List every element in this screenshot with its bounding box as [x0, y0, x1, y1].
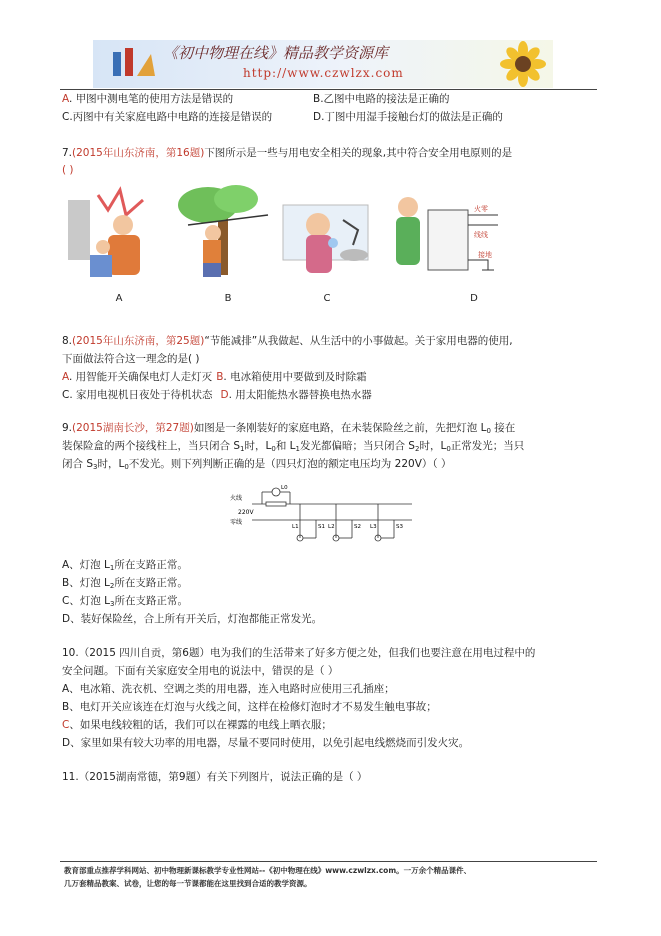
q7-figure-d — [396, 197, 498, 270]
q11-stem: 11.（2015湖南常德，第9题）有关下列图片，说法正确的是（ ） — [62, 771, 368, 783]
q9-option-a: A、灯泡 $L_1$所在支路正常。 — [62, 559, 188, 572]
svg-text:接地: 接地 — [478, 251, 492, 259]
site-logo — [111, 46, 157, 84]
footer-line-2: 几万套精品教案、试卷，让您的每一节课都能在这里找到合适的教学资源。 — [64, 879, 312, 888]
q10-option-d: D、家里如果有较大功率的用电器，尽量不要同时使用，以免引起电线燃烧而引发火灾。 — [62, 737, 470, 749]
svg-text:L2: L2 — [328, 524, 335, 530]
svg-text:线线: 线线 — [474, 231, 488, 239]
q6-option-d: D.丁图中用湿手接触台灯的做法是正确的 — [313, 111, 503, 123]
banner-title: 《初中物理在线》精品教学资源库 — [163, 44, 389, 62]
sunflower-icon — [493, 40, 553, 88]
q7-stem: 7.(2015年山东济南，第16题)下图所示是一些与用电安全相关的现象,其中符合安全用电原则的是 — [62, 147, 513, 159]
svg-text:S2: S2 — [354, 524, 361, 530]
q7-label-b: B — [224, 293, 232, 304]
q7-label-a: A — [115, 293, 123, 304]
q7-answer-paren: ( ) — [62, 164, 74, 176]
q8-stem-2: 下面做法符合这一理念的是( ) — [62, 353, 200, 365]
q7-figure-a — [68, 190, 143, 277]
svg-text:L3: L3 — [370, 524, 377, 530]
q7-illustrations — [68, 185, 508, 285]
svg-text:L1: L1 — [292, 524, 299, 530]
q7-label-c: C — [323, 293, 331, 304]
q7-figure-b — [178, 185, 268, 277]
q8-option-c-d: C. 家用电视机日夜处于待机状态 D. 用太阳能热水器替换电热水器 — [62, 389, 372, 401]
q9-option-b: B、灯泡 $L_2$所在支路正常。 — [62, 577, 188, 590]
q9-circuit-diagram — [228, 480, 414, 546]
q7-label-d: D — [470, 293, 478, 304]
header-banner — [93, 40, 553, 88]
svg-text:火线: 火线 — [230, 495, 243, 502]
q8-option-a-b: A. 用智能开关确保电灯人走灯灭 B. 电冰箱使用中要做到及时除霜 — [62, 371, 367, 383]
header-rule — [60, 89, 597, 90]
q6-option-b: B.乙图中电路的接法是正确的 — [313, 93, 450, 105]
svg-text:220V: 220V — [238, 509, 254, 516]
q10-option-c: C、如果电线较粗的话，我们可以在裸露的电线上晒衣服； — [62, 719, 332, 731]
svg-text:S1: S1 — [318, 524, 325, 530]
q10-stem-2: 安全问题。下面有关家庭安全用电的说法中，错误的是（ ） — [62, 665, 339, 677]
svg-text:火零: 火零 — [474, 205, 488, 213]
q9-stem-1: 9.(2015湖南长沙，第27题)如图是一条刚装好的家庭电路，在未装保险丝之前，先把灯泡 $L_0$ 接在 — [62, 422, 516, 435]
q10-option-b: B、电灯开关应该连在灯泡与火线之间，这样在检修灯泡时才不易发生触电事故； — [62, 701, 437, 713]
q8-stem: 8.(2015年山东济南，第25题)“节能减排”从我做起、从生活中的小事做起。关于家用电器的使用, — [62, 335, 513, 347]
q7-figure-c — [283, 205, 368, 273]
q9-option-d: D、装好保险丝，合上所有开关后，灯泡都能正常发光。 — [62, 613, 323, 625]
svg-text:L0: L0 — [281, 485, 288, 491]
q9-stem-3: 闭合 $S_3$时，$L_0$不发光。则下列判断正确的是（四只灯泡的额定电压均为 220V）（ ） — [62, 458, 452, 471]
footer-rule — [60, 861, 597, 862]
svg-text:S3: S3 — [396, 524, 403, 530]
banner-url[interactable]: http://www.czwlzx.com — [243, 66, 404, 80]
q10-stem-1: 10.（2015 四川自贡，第6题）电为我们的生活带来了好多方便之处，但我们也要注意在用电过程中的 — [62, 647, 536, 659]
q9-stem-2: 装保险盒的两个接线柱上，当只闭合 $S_1$时，$L_0$和 $L_1$发光都偏暗；当只闭合 $S_2$时，$L_0$正常发光；当只 — [62, 440, 525, 453]
q10-option-a: A、电冰箱、洗衣机、空调之类的用电器，连入电路时应使用三孔插座； — [62, 683, 395, 695]
q9-option-c: C、灯泡 $L_3$所在支路正常。 — [62, 595, 188, 608]
svg-text:零线: 零线 — [230, 519, 243, 526]
q6-option-a: A. 甲图中测电笔的使用方法是错误的 — [62, 93, 234, 105]
footer-line-1: 教育部重点推荐学科网站、初中物理新课标教学专业性网站--《初中物理在线》www.czwlzx.com。一万余个精品课件、 — [64, 866, 472, 875]
q6-option-c: C.丙图中有关家庭电路中电路的连接是错误的 — [62, 111, 273, 123]
